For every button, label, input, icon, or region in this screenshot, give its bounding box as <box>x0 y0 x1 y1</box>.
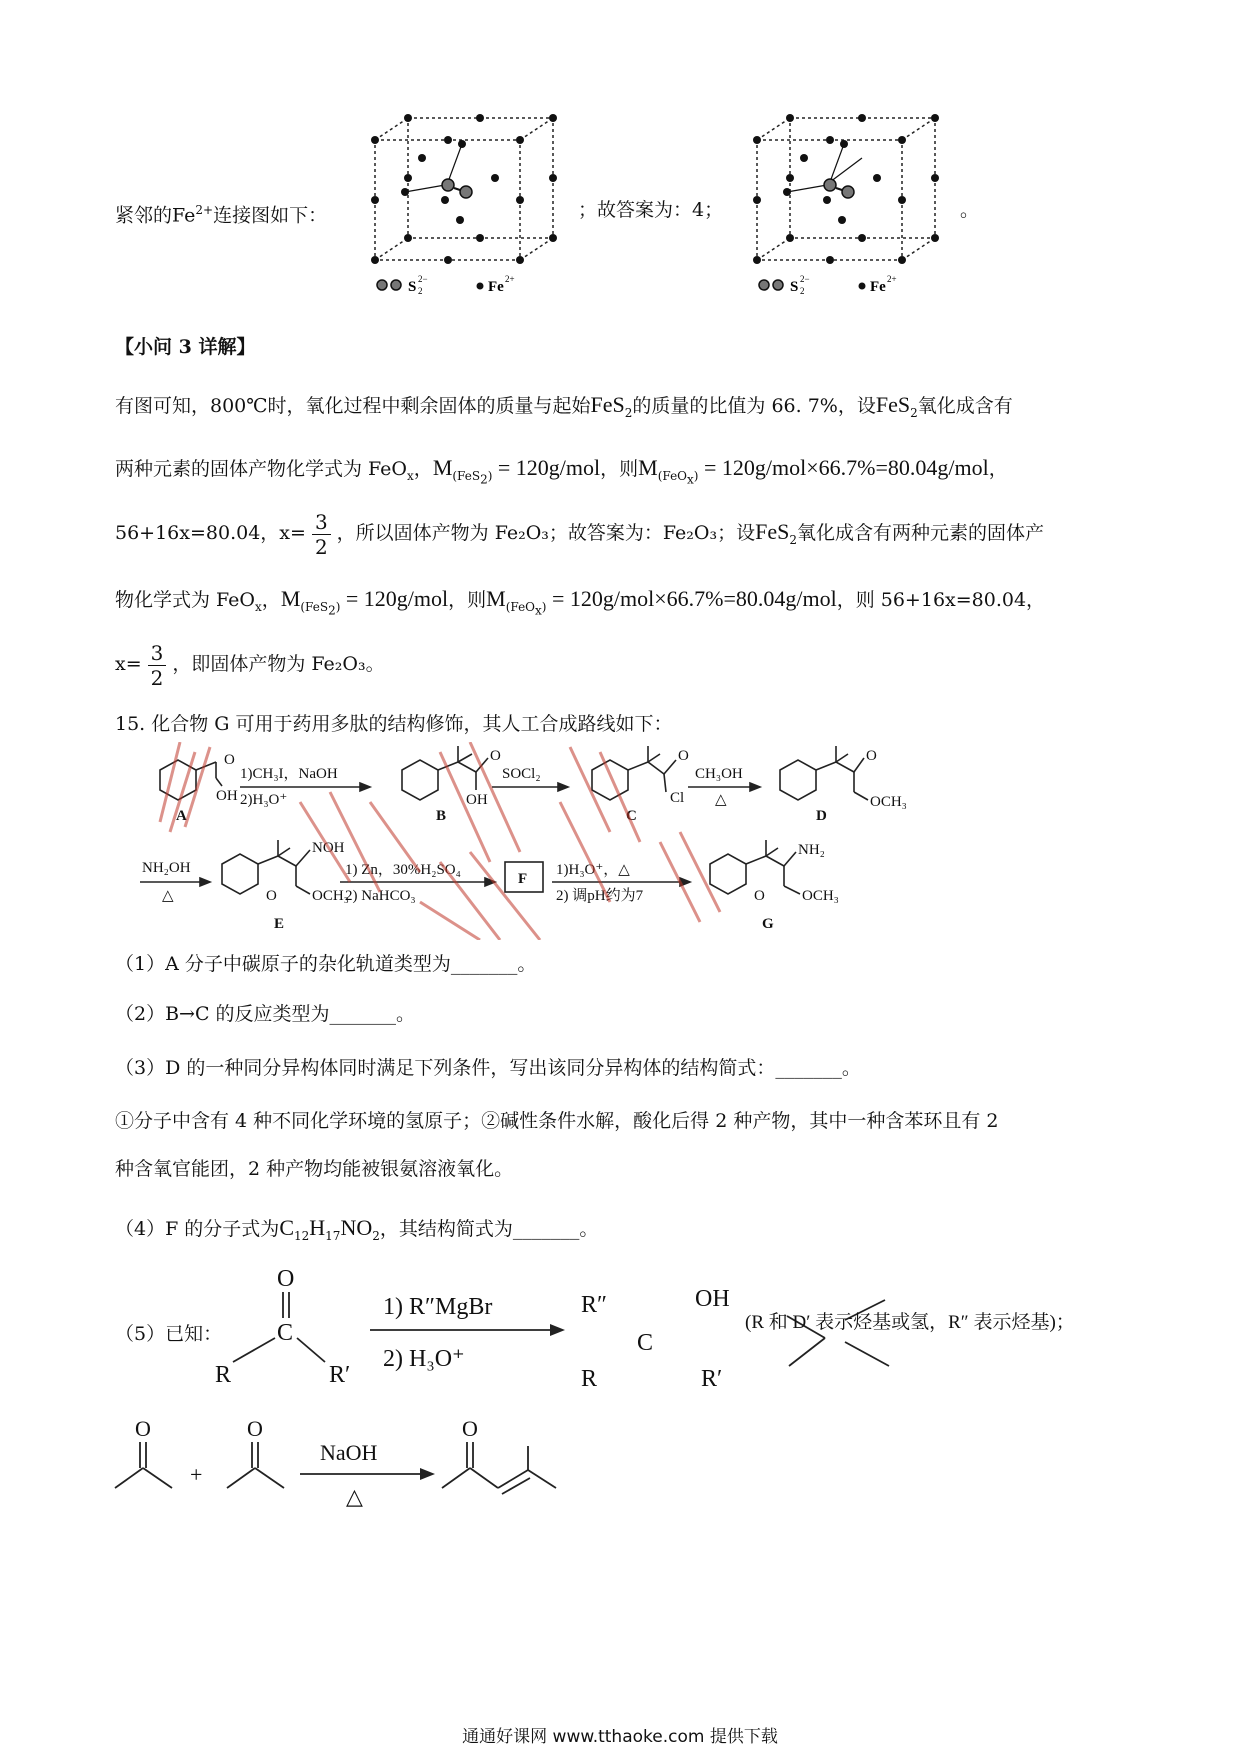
svg-text:O: O <box>247 1416 263 1441</box>
r3-top: CH₃OH <box>695 766 743 782</box>
svg-text:O: O <box>866 748 877 764</box>
crystal-end: 。 <box>960 199 980 221</box>
label-E: E <box>274 916 285 932</box>
svg-text:Fe: Fe <box>488 279 504 295</box>
part3-line-3: 56+16x=80.04，x= $\frac{3}{2}$ ，所以固体产物为 Fe₂O₃；故答案为：Fe₂O₃；设FeS$_2$氧化成含有两种元素的固体产 <box>115 509 1045 559</box>
svg-text:2: 2 <box>800 286 805 296</box>
cube2-legend <box>759 274 897 296</box>
svg-text:R″: R″ <box>581 1292 608 1318</box>
crystal-lead-tail: 连接图如下： <box>213 204 328 227</box>
label-F: F <box>518 871 528 887</box>
part3-line-1: 有图可知，800℃时，氧化过程中剩余固体的质量与起始FeS$_2$的质量的比值为 66. 7%，设FeS$_2$氧化成含有 <box>115 392 1013 420</box>
q15-title: 15. 化合物 G 可用于药用多肽的结构修饰，其人工合成路线如下： <box>115 713 673 735</box>
svg-text:O: O <box>277 1266 295 1292</box>
crystal-line <box>115 196 327 229</box>
svg-text:O: O <box>266 888 277 904</box>
svg-text:S: S <box>790 279 799 295</box>
crystal-lead: 紧邻的Fe <box>115 204 196 227</box>
svg-text:OH: OH <box>466 792 488 808</box>
r6-bot: 2) 调pH约为7 <box>556 888 644 904</box>
q15-sub4: （4）F 的分子式为$C_{12}H_{17}NO_2$，其结构简式为_______。 <box>115 1215 599 1243</box>
r5-bot: 2) NaHCO₃ <box>345 888 416 904</box>
aldol-reaction <box>110 1412 570 1522</box>
label-C: C <box>626 808 637 824</box>
svg-text:1) R″MgBr: 1) R″MgBr <box>383 1294 493 1320</box>
r6-top: 1)H₃O⁺，△ <box>556 862 630 878</box>
svg-text:O: O <box>135 1416 151 1441</box>
q15-sub5: （5）已知： <box>115 1323 223 1345</box>
q15-sub1: （1）A 分子中碳原子的杂化轨道类型为_______。 <box>115 953 537 975</box>
svg-text:O: O <box>754 888 765 904</box>
fraction-3-2b: $\frac{3}{2}$ <box>148 641 167 690</box>
r3-bot: △ <box>715 792 727 808</box>
svg-text:OH: OH <box>695 1286 730 1312</box>
svg-text:R: R <box>215 1362 232 1388</box>
r2: SOCl₂ <box>502 766 541 782</box>
svg-text:2) H₃O⁺: 2) H₃O⁺ <box>383 1346 465 1372</box>
svg-text:OCH₃: OCH₃ <box>802 888 839 904</box>
crystal-cube-2 <box>742 110 952 300</box>
crystal-cube-1 <box>360 110 570 300</box>
svg-text:(R 和 D′ 表示烃基或氢，R″ 表示烃基)；: (R 和 D′ 表示烃基或氢，R″ 表示烃基)； <box>745 1312 1075 1333</box>
svg-text:O: O <box>490 748 501 764</box>
svg-text:Fe: Fe <box>870 279 886 295</box>
svg-text:C: C <box>637 1330 654 1356</box>
svg-text:2−: 2− <box>800 274 810 284</box>
part3-heading: 【小问 3 详解】 <box>115 336 256 358</box>
known-reaction <box>205 1262 1135 1392</box>
svg-text:OCH₃: OCH₃ <box>870 794 907 810</box>
svg-text:OH: OH <box>216 788 238 804</box>
svg-text:OCH₃: OCH₃ <box>312 888 349 904</box>
svg-text:2+: 2+ <box>505 274 515 284</box>
label-D: D <box>816 808 827 824</box>
q15-sub3: （3）D 的一种同分异构体同时满足下列条件，写出该同分异构体的结构简式：_______。 <box>115 1057 861 1079</box>
svg-text:△: △ <box>346 1484 363 1509</box>
svg-text:Cl: Cl <box>670 790 685 806</box>
svg-text:O: O <box>678 748 689 764</box>
svg-text:NOH: NOH <box>312 840 345 856</box>
q15-cond2: 种含氧官能团，2 种产物均能被银氨溶液氧化。 <box>115 1158 514 1180</box>
svg-text:O: O <box>224 752 235 768</box>
svg-text:O: O <box>462 1416 478 1441</box>
crystal-lead-sup: 2+ <box>195 203 214 217</box>
svg-text:NaOH: NaOH <box>320 1440 378 1465</box>
r1-top: 1)CH₃I，NaOH <box>240 766 338 782</box>
label-A: A <box>176 808 187 824</box>
svg-text:NH₂: NH₂ <box>798 842 825 858</box>
part3-line-5: x= $\frac{3}{2}$ ，即固体产物为 Fe₂O₃。 <box>115 640 385 690</box>
q15-sub2: （2）B→C 的反应类型为_______。 <box>115 1003 416 1025</box>
svg-text:2−: 2− <box>418 274 428 284</box>
synthesis-scheme <box>140 742 940 940</box>
q15-cond1: ①分子中含有 4 种不同化学环境的氢原子；②碱性条件水解，酸化后得 2 种产物，其中一种含苯环且有 2 <box>115 1110 999 1132</box>
crystal-mid: ；故答案为：4； <box>578 199 724 221</box>
r4-top: NH₂OH <box>142 860 191 876</box>
svg-text:S: S <box>408 279 417 295</box>
part3-line-2: 两种元素的固体产物化学式为 FeO$_x$，$M_{(FeS_2)} = 120g/mol$，则$M_{(FeO_x)} = 120g/mol\times 66.7\%=80.04g/mol$， <box>115 455 1008 487</box>
label-B: B <box>436 808 447 824</box>
svg-text:2: 2 <box>418 286 423 296</box>
r1-bot: 2)H₃O⁺ <box>240 792 288 808</box>
svg-text:R: R <box>581 1366 598 1392</box>
svg-text:+: + <box>190 1462 203 1487</box>
footer: 通通好课网 www.tthaoke.com 提供下载 <box>462 1727 778 1747</box>
r4-bot: △ <box>162 888 174 904</box>
svg-text:2+: 2+ <box>887 274 897 284</box>
label-G: G <box>762 916 774 932</box>
r5-top: 1) Zn，30%H₂SO₄ <box>345 862 461 878</box>
part3-line-4: 物化学式为 FeO$_x$，$M_{(FeS_2)} = 120g/mol$，则$M_{(FeO_x)} = 120g/mol\times 66.7\%=80.04g/mol$，则 56+16x=80.04， <box>115 586 1046 618</box>
svg-text:R′: R′ <box>701 1366 723 1392</box>
fraction-3-2: $\frac{3}{2}$ <box>312 510 331 559</box>
svg-text:R′: R′ <box>329 1362 351 1388</box>
svg-text:C: C <box>277 1320 294 1346</box>
cube1-legend <box>377 274 515 296</box>
